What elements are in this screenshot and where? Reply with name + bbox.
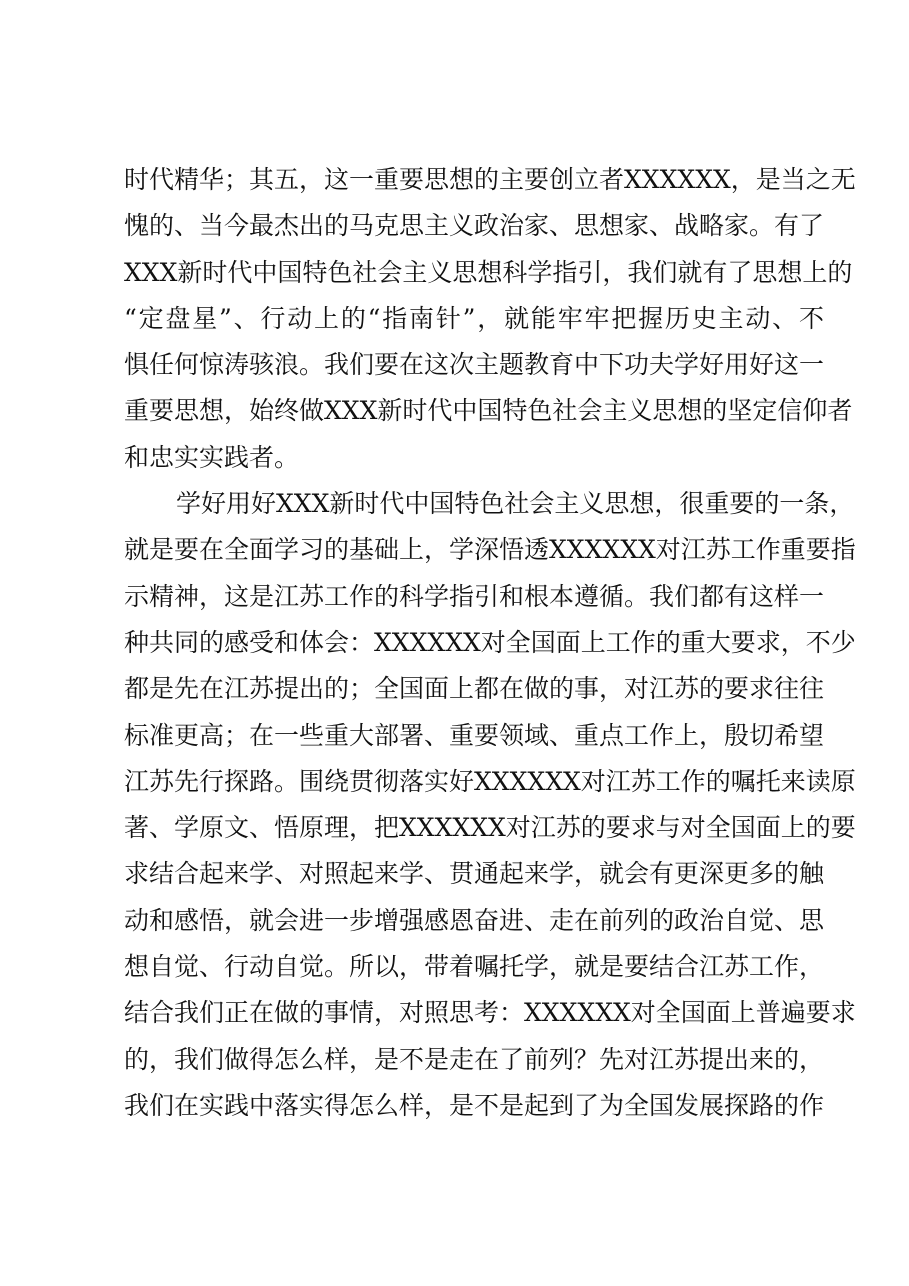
text-line: 求结合起来学、对照起来学、贯通起来学，就会有更深更多的触: [124, 859, 825, 889]
text-line: 重要思想，始终做XXX新时代中国特色社会主义思想的坚定信仰者: [124, 396, 853, 426]
document-body: [124, 157, 856, 1129]
text-line: 江苏先行探路。围绕贯彻落实好XXXXXX对江苏工作的嘱托来读原: [124, 766, 856, 796]
text-line: 想自觉、行动自觉。所以，带着嘱托学，就是要结合江苏工作，: [124, 952, 825, 982]
text-line: 种共同的感受和体会：XXXXXX对全国面上工作的重大要求，不少: [124, 627, 856, 657]
text-line: XXX新时代中国特色社会主义思想科学指引，我们就有了思想上的: [124, 257, 853, 287]
text-line: 著、学原文、悟原理，把XXXXXX对江苏的要求与对全国面上的要: [124, 813, 856, 843]
text-line: 示精神，这是江苏工作的科学指引和根本遵循。我们都有这样一: [124, 581, 825, 611]
text-line: 时代精华；其五，这一重要思想的主要创立者XXXXXX，是当之无: [124, 165, 856, 194]
text-line: 和忠实实践者。: [124, 442, 300, 472]
text-line: 结合我们正在做的事情，对照思考：XXXXXX对全国面上普遍要求: [124, 998, 856, 1028]
text-line: 动和感悟，就会进一步增强感恩奋进、走在前列的政治自觉、思: [124, 905, 825, 935]
text-line: 惧任何惊涛骇浪。我们要在这次主题教育中下功夫学好用好这一: [124, 350, 825, 380]
text-line: 标准更高；在一些重大部署、重要领域、重点工作上，殷切希望: [124, 720, 825, 750]
text-line: 就是要在全面学习的基础上，学深悟透XXXXXX对江苏工作重要指: [124, 535, 856, 565]
text-line: 的，我们做得怎么样，是不是走在了前列？先对江苏提出来的，: [124, 1044, 825, 1074]
text-line: 我们在实践中落实得怎么样，是不是起到了为全国发展探路的作: [124, 1090, 825, 1120]
text-line: 学好用好XXX新时代中国特色社会主义思想，很重要的一条，: [176, 489, 855, 519]
text-line: 愧的、当今最杰出的马克思主义政治家、思想家、战略家。有了: [124, 211, 825, 241]
text-line: 都是先在江苏提出的；全国面上都在做的事，对江苏的要求往往: [124, 674, 825, 704]
text-line: “定盘星”、行动上的“指南针”，就能牢牢把握历史主动、不: [124, 303, 824, 333]
